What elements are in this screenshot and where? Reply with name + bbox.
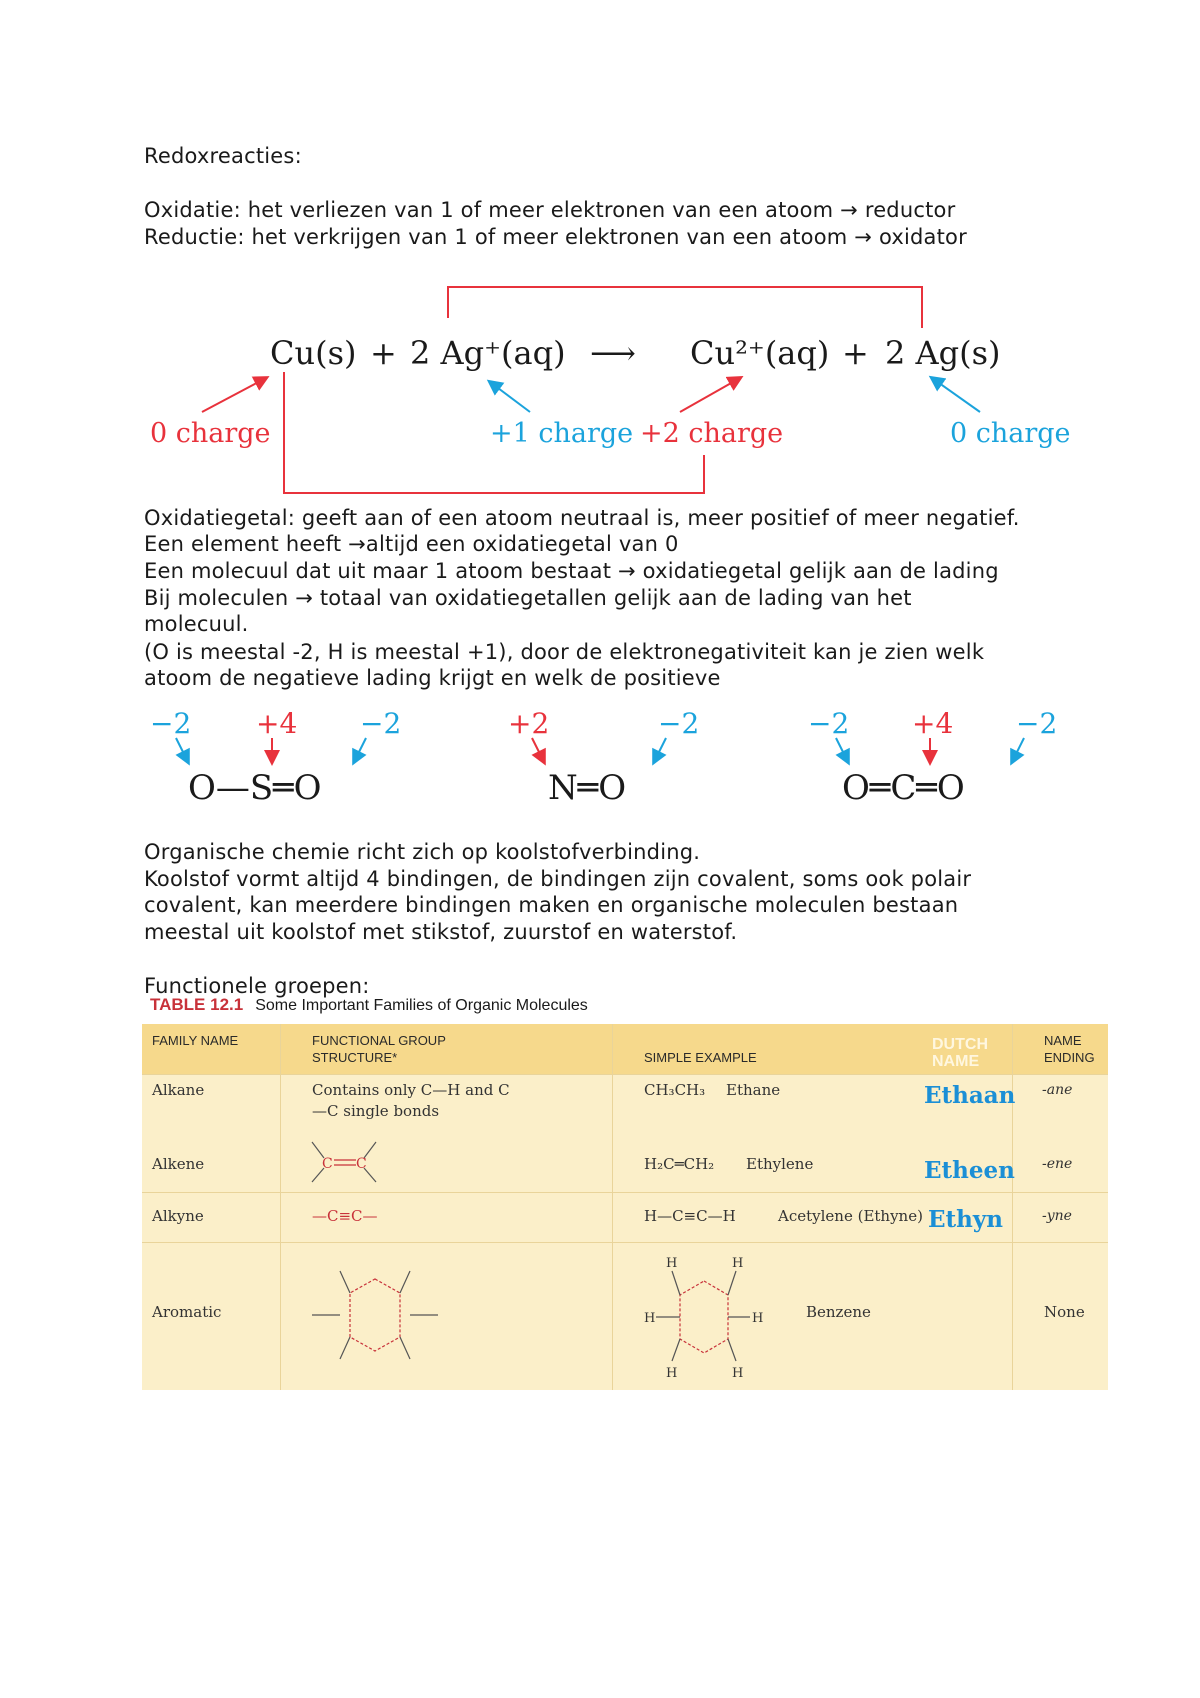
header-example: SIMPLE EXAMPLE bbox=[644, 1050, 757, 1065]
row-alkene-name: Ethylene bbox=[746, 1155, 814, 1173]
aromatic-ring-structure bbox=[310, 1249, 440, 1379]
row-aromatic-ending: None bbox=[1044, 1303, 1085, 1321]
row-alkane-formula: CH₃CH₃ bbox=[644, 1081, 706, 1099]
table-caption-text: Some Important Families of Organic Molecules bbox=[255, 997, 588, 1014]
row-alkyne-formula: H—C≡C—H bbox=[644, 1207, 736, 1225]
reductie-definition: Reductie: het verkrijgen van 1 of meer elektronen van een atoom → oxidator bbox=[144, 225, 967, 249]
row-alkane-dutch: Ethaan bbox=[924, 1082, 1016, 1109]
row-alkyne-name: Acetylene (Ethyne) bbox=[778, 1207, 923, 1225]
row-alkane-family: Alkane bbox=[152, 1081, 205, 1099]
header-functional: FUNCTIONAL GROUP STRUCTURE* bbox=[312, 1033, 446, 1065]
so2-o2-ox: −2 bbox=[360, 707, 402, 740]
svg-text:H: H bbox=[666, 1256, 678, 1271]
charge-label-ag: 0 charge bbox=[950, 418, 1071, 449]
row-alkyne-dutch: Ethyn bbox=[928, 1206, 1003, 1233]
co2-formula: O═C═O bbox=[842, 768, 965, 808]
eq-plus-1: + bbox=[370, 334, 397, 372]
moleculen-text: Bij moleculen → totaal van oxidatiegetallen gelijk aan de lading van het bbox=[144, 586, 912, 610]
eq-2ag-solid: 2 Ag(s) bbox=[885, 334, 1001, 372]
o-h-text-cont: atoom de negatieve lading krijgt en welk de positieve bbox=[144, 666, 721, 690]
charge-label-cu-ion: +2 charge bbox=[640, 418, 784, 449]
row-alkane-functional: Contains only C—H and C—C single bonds bbox=[312, 1081, 510, 1120]
functionele-groepen-heading: Functionele groepen: bbox=[144, 974, 370, 998]
table-caption-number: TABLE 12.1 bbox=[150, 995, 244, 1014]
so2-s-ox: +4 bbox=[256, 707, 298, 740]
table-caption bbox=[150, 995, 588, 1015]
so2-o1-ox: −2 bbox=[150, 707, 192, 740]
so2-formula: O—S═O bbox=[188, 768, 322, 808]
eq-arrow: ⟶ bbox=[590, 334, 636, 372]
molecuul-atoom-text: Een molecuul dat uit maar 1 atoom bestaat → oxidatiegetal gelijk aan de lading bbox=[144, 559, 999, 583]
co2-o1-ox: −2 bbox=[808, 707, 850, 740]
no-formula: N═O bbox=[548, 768, 627, 808]
co2-o2-ox: −2 bbox=[1016, 707, 1058, 740]
eq-cu-solid: Cu(s) bbox=[270, 334, 357, 372]
row-alkyne-functional: —C≡C— bbox=[312, 1207, 378, 1225]
row-alkyne-ending: -yne bbox=[1042, 1208, 1072, 1224]
eq-plus-2: + bbox=[842, 334, 869, 372]
charge-label-ag-ion: +1 charge bbox=[490, 418, 634, 449]
no-o-ox: −2 bbox=[658, 707, 700, 740]
row-alkyne-family: Alkyne bbox=[152, 1207, 204, 1225]
element-text: Een element heeft →altijd een oxidatiegetal van 0 bbox=[144, 532, 679, 556]
header-family: FAMILY NAME bbox=[152, 1033, 239, 1048]
svg-text:C: C bbox=[356, 1156, 367, 1172]
svg-text:C: C bbox=[322, 1156, 333, 1172]
row-aromatic-name: Benzene bbox=[806, 1303, 871, 1321]
row-alkene-family: Alkene bbox=[152, 1155, 205, 1173]
header-dutch: DUTCH NAME bbox=[932, 1036, 988, 1070]
organische-chemie-1: Organische chemie richt zich op koolstofverbinding. bbox=[144, 840, 701, 864]
oxidatiegetal-text: Oxidatiegetal: geeft aan of een atoom neutraal is, meer positief of meer negatief. bbox=[144, 506, 1020, 530]
row-alkene-ending: -ene bbox=[1042, 1156, 1073, 1172]
charge-label-cu: 0 charge bbox=[150, 418, 271, 449]
oxidatie-definition: Oxidatie: het verliezen van 1 of meer elektronen van een atoom → reductor bbox=[144, 198, 956, 222]
row-alkane-name: Ethane bbox=[726, 1081, 781, 1099]
svg-text:H: H bbox=[644, 1311, 656, 1326]
eq-cu2-plus: Cu²⁺(aq) bbox=[690, 334, 830, 372]
co2-c-ox: +4 bbox=[912, 707, 954, 740]
eq-2ag-plus: 2 Ag⁺(aq) bbox=[410, 334, 566, 372]
row-alkene-dutch: Etheen bbox=[924, 1157, 1015, 1184]
no-n-ox: +2 bbox=[508, 707, 550, 740]
alkene-structure bbox=[310, 1138, 390, 1188]
organic-families-table bbox=[142, 1024, 1108, 1390]
benzene-structure bbox=[642, 1249, 792, 1384]
organische-chemie-3: covalent, kan meerdere bindingen maken en organische moleculen bestaan bbox=[144, 893, 959, 917]
o-h-text: (O is meestal -2, H is meestal +1), door de elektronegativiteit kan je zien welk bbox=[144, 640, 985, 664]
svg-text:H: H bbox=[666, 1366, 678, 1381]
page-title: Redoxreacties: bbox=[144, 144, 302, 168]
svg-text:H: H bbox=[732, 1366, 744, 1381]
organische-chemie-4: meestal uit koolstof met stikstof, zuurstof en waterstof. bbox=[144, 920, 738, 944]
row-alkane-ending: -ane bbox=[1042, 1082, 1073, 1098]
organische-chemie-2: Koolstof vormt altijd 4 bindingen, de bindingen zijn covalent, soms ook polair bbox=[144, 867, 972, 891]
moleculen-text-cont: molecuul. bbox=[144, 612, 249, 636]
svg-text:H: H bbox=[752, 1311, 764, 1326]
row-aromatic-family: Aromatic bbox=[152, 1303, 222, 1321]
svg-text:H: H bbox=[732, 1256, 744, 1271]
row-alkene-formula: H₂C═CH₂ bbox=[644, 1155, 715, 1173]
header-ending: NAME ENDING bbox=[1044, 1033, 1095, 1065]
